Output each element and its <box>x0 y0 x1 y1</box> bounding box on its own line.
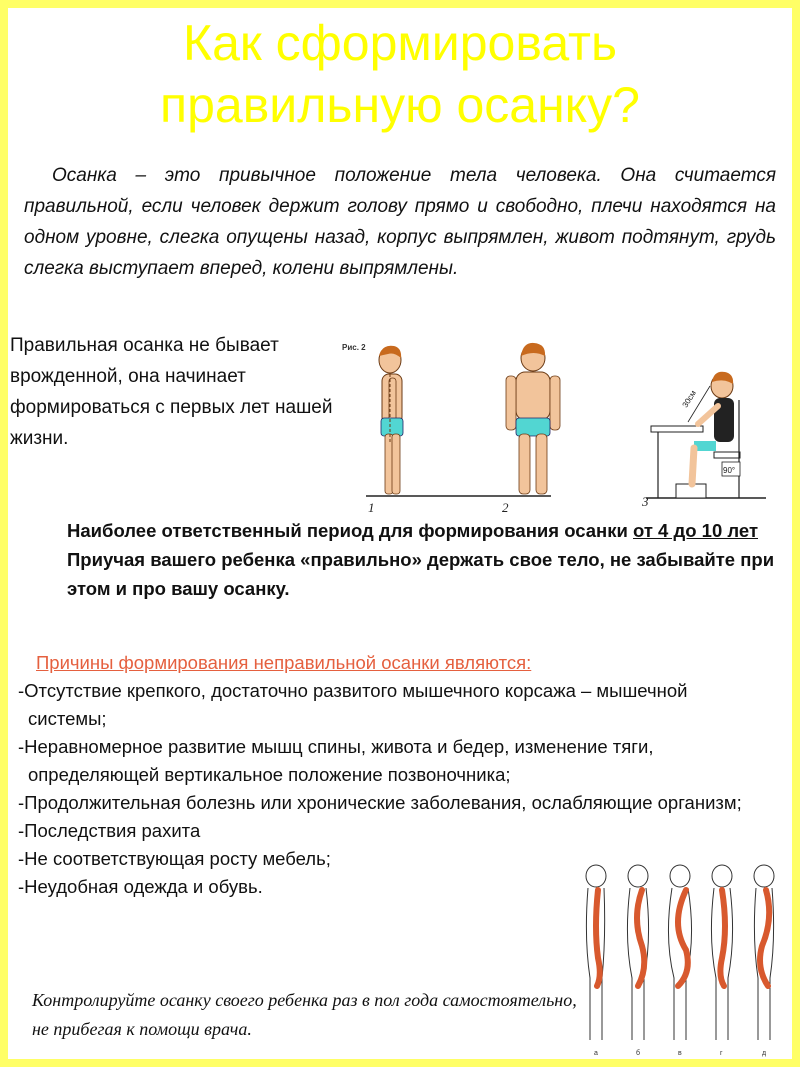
figure-caption: Рис. 2 <box>342 343 366 352</box>
cause-item: -Неудобная одежда и обувь. <box>18 876 263 897</box>
spine-label-b: б <box>636 1050 641 1057</box>
spine-figure-d <box>711 865 732 1040</box>
shin-3 <box>692 448 694 484</box>
chair <box>714 452 740 458</box>
cause-item: -Последствия рахита <box>18 820 201 841</box>
spine-figure-a <box>586 865 606 1040</box>
figure-label-2: 2 <box>502 500 509 515</box>
desk-top <box>651 426 703 432</box>
leg-2b <box>536 434 547 494</box>
key-points <box>22 516 782 603</box>
footer-advice: Контролируйте осанку своего ребенка раз в пол года самостоятельно, не прибегая к помощи врача. <box>32 990 577 1039</box>
leg-1b <box>392 434 400 494</box>
title-line-2: правильную осанку? <box>160 77 640 133</box>
cause-item: -Не соответствующая росту мебель; <box>18 848 331 869</box>
cause-item: -Отсутствие крепкого, достаточно развитого мышечного корсажа – мышечной системы; <box>18 680 688 729</box>
shorts-2 <box>516 418 550 436</box>
spine-label-a: а <box>594 1050 598 1057</box>
title-line-1: Как сформировать <box>182 15 618 71</box>
standing-side-figure <box>379 346 403 494</box>
right-arm-2 <box>550 376 560 430</box>
spine-figure-e <box>754 865 774 1040</box>
key-point-parents-text: Приучая вашего ребенка «правильно» держать свое тело, не забывайте при этом и про вашу осанку. <box>67 549 775 599</box>
page-title <box>8 12 792 136</box>
key-point-age-text: Наиболее ответственный период для формирования осанки <box>67 520 634 541</box>
spine-label-d: г <box>720 1050 723 1057</box>
posture-figure <box>342 334 776 516</box>
spine-label-e: д <box>762 1050 767 1057</box>
leg-2a <box>519 434 530 494</box>
left-arm-2 <box>506 376 516 430</box>
spine-label-c: в <box>678 1050 682 1057</box>
key-point-age <box>22 516 782 545</box>
key-point-parents <box>22 545 782 603</box>
figure-label-1: 1 <box>368 500 375 515</box>
spine-figure-c <box>668 865 691 1040</box>
angle-label: 90° <box>723 466 736 475</box>
sitting-desk-figure <box>651 372 740 498</box>
intro-paragraph: Осанка – это привычное положение тела человека. Она считается правильной, если человек держит голову прямо и свободно, плечи находятся на одном уровне, слегка опущены назад, корпус выпрямлен, живот подтянут, грудь слегка выступает вперед, колени выпрямлены. <box>24 165 776 279</box>
key-point-age-range: от 4 до 10 лет <box>633 520 758 541</box>
causes-heading: Причины формирования неправильной осанки являются: <box>36 652 532 673</box>
figure-label-3: 3 <box>642 494 649 509</box>
spine-types-figure <box>568 858 788 1058</box>
poster-page <box>8 8 792 1059</box>
standing-back-figure <box>506 343 560 494</box>
cause-item: -Продолжительная болезнь или хронические заболевания, ослабляющие организм; <box>18 792 742 813</box>
distance-label: 30см <box>680 388 698 410</box>
torso-2 <box>516 372 550 420</box>
shorts-1 <box>381 418 403 436</box>
spine-figure-b <box>627 865 648 1040</box>
formation-note: Правильная осанка не бывает врожденной, она начинает формироваться с первых лет нашей жизни. <box>10 335 333 449</box>
cause-item: -Неравномерное развитие мышц спины, живота и бедер, изменение тяги, определяющей вертикальное положение позвоночника; <box>18 736 654 785</box>
